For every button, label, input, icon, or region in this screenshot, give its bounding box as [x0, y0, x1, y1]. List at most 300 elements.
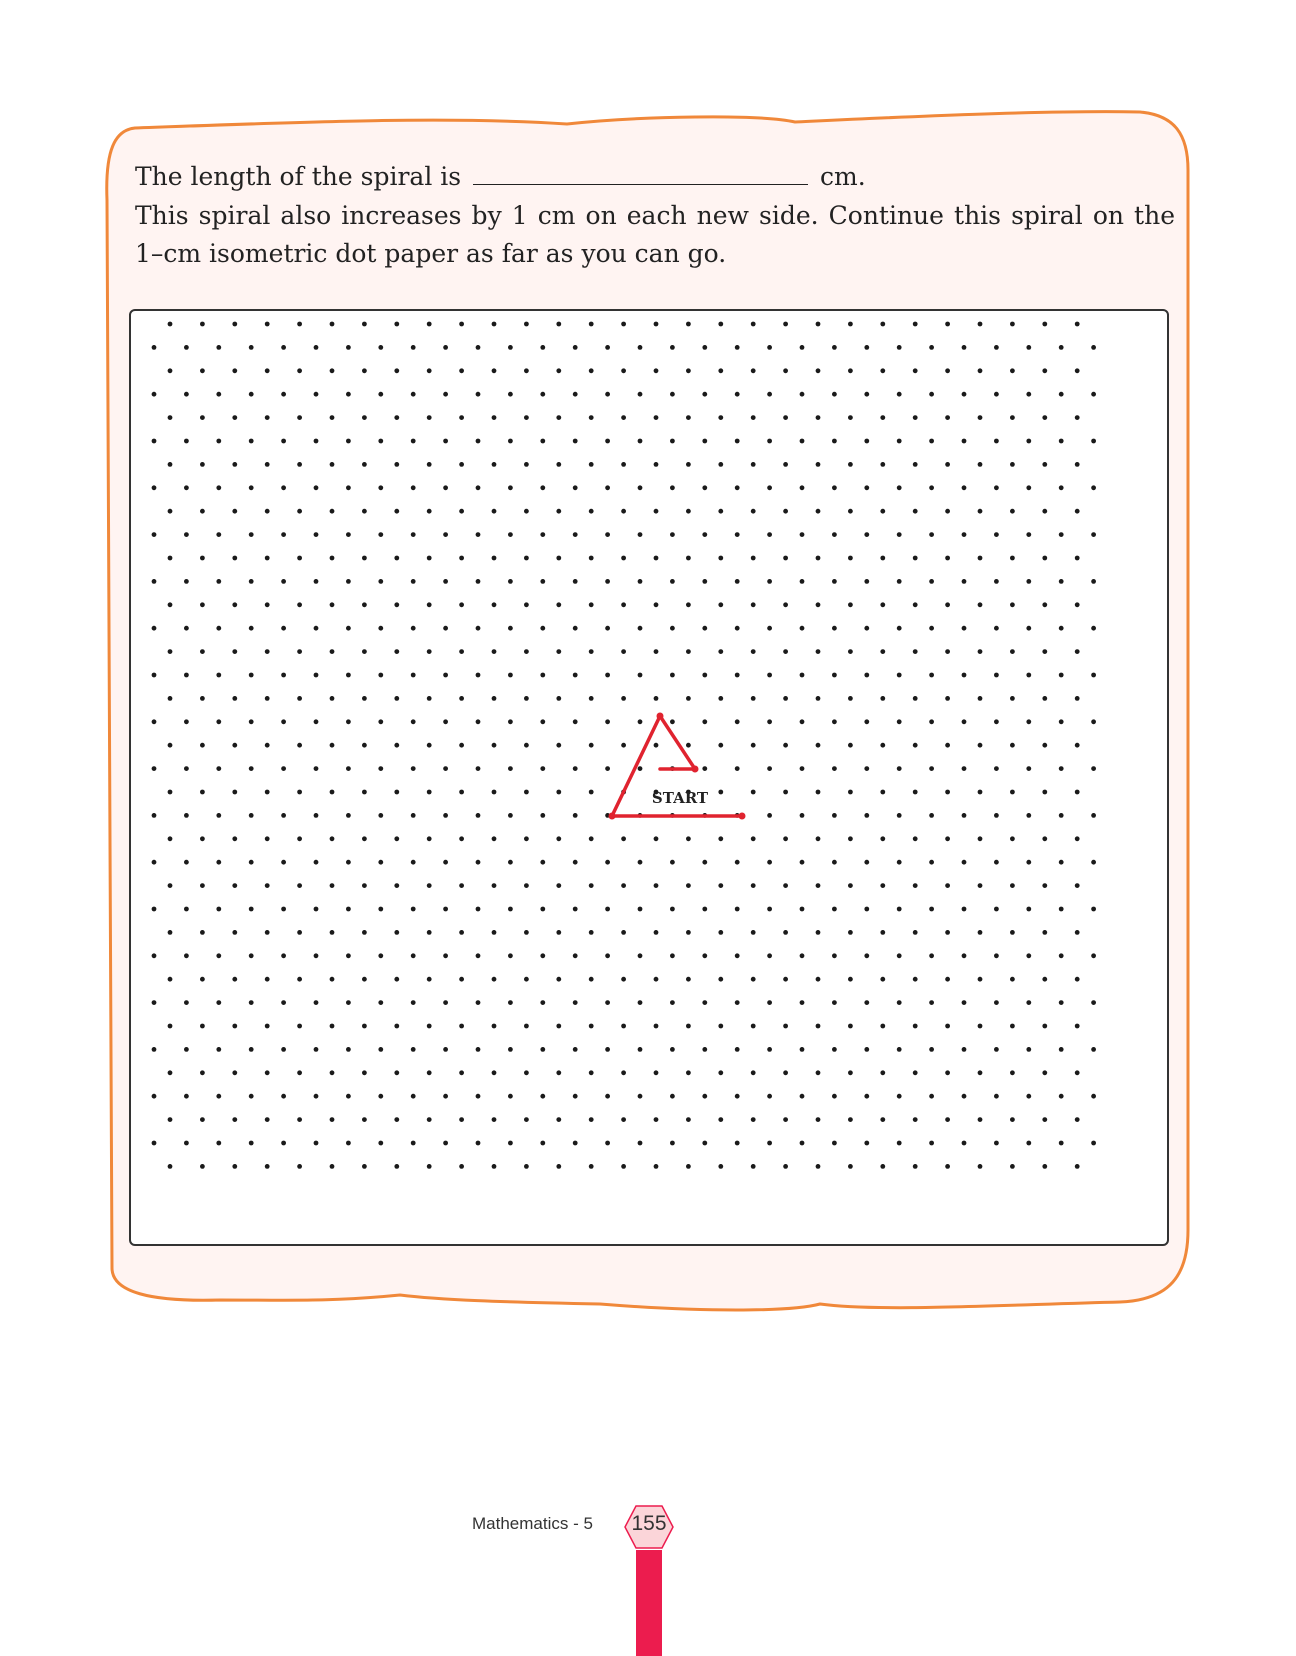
- grid-dot: [1026, 813, 1031, 818]
- grid-dot: [459, 696, 464, 701]
- grid-dot: [297, 368, 302, 373]
- grid-dot: [945, 696, 950, 701]
- grid-dot: [880, 1164, 885, 1169]
- grid-dot: [913, 1070, 918, 1075]
- grid-dot: [168, 556, 173, 561]
- grid-dot: [297, 930, 302, 935]
- grid-dot: [783, 1070, 788, 1075]
- grid-dot: [718, 602, 723, 607]
- grid-dot: [913, 836, 918, 841]
- grid-dot: [427, 322, 432, 327]
- grid-dot: [394, 322, 399, 327]
- grid-dot: [686, 462, 691, 467]
- grid-dot: [556, 696, 561, 701]
- grid-dot: [152, 907, 157, 912]
- grid-dot: [1026, 485, 1031, 490]
- grid-dot: [864, 673, 869, 678]
- grid-dot: [200, 649, 205, 654]
- grid-dot: [800, 345, 805, 350]
- grid-dot: [330, 602, 335, 607]
- grid-dot: [800, 392, 805, 397]
- grid-dot: [314, 345, 319, 350]
- grid-dot: [880, 602, 885, 607]
- grid-dot: [605, 1141, 610, 1146]
- grid-dot: [783, 415, 788, 420]
- grid-dot: [1010, 602, 1015, 607]
- grid-dot: [314, 813, 319, 818]
- grid-dot: [897, 1141, 902, 1146]
- footer-subject: Mathematics - 5: [472, 1514, 593, 1533]
- grid-dot: [994, 485, 999, 490]
- grid-dot: [945, 322, 950, 327]
- grid-dot: [508, 345, 513, 350]
- grid-dot: [751, 1117, 756, 1122]
- grid-dot: [1042, 836, 1047, 841]
- grid-dot: [459, 649, 464, 654]
- grid-dot: [994, 1047, 999, 1052]
- grid-dot: [621, 415, 626, 420]
- grid-dot: [816, 322, 821, 327]
- grid-dot: [880, 1070, 885, 1075]
- grid-dot: [816, 649, 821, 654]
- grid-dot: [800, 439, 805, 444]
- grid-dot: [540, 345, 545, 350]
- grid-dot: [1091, 766, 1096, 771]
- grid-dot: [686, 509, 691, 514]
- spiral-vertex: [657, 713, 664, 720]
- grid-dot: [168, 1024, 173, 1029]
- grid-dot: [1059, 953, 1064, 958]
- grid-dot: [411, 579, 416, 584]
- grid-dot: [670, 1000, 675, 1005]
- grid-dot: [492, 322, 497, 327]
- grid-dot: [297, 1024, 302, 1029]
- grid-dot: [556, 1117, 561, 1122]
- grid-dot: [686, 696, 691, 701]
- grid-dot: [702, 860, 707, 865]
- grid-dot: [816, 836, 821, 841]
- grid-dot: [654, 696, 659, 701]
- grid-dot: [718, 462, 723, 467]
- answer-blank[interactable]: [473, 158, 808, 185]
- grid-dot: [945, 368, 950, 373]
- grid-dot: [800, 1141, 805, 1146]
- grid-dot: [670, 953, 675, 958]
- grid-dot: [492, 790, 497, 795]
- grid-dot: [508, 813, 513, 818]
- grid-dot: [556, 883, 561, 888]
- grid-dot: [1026, 719, 1031, 724]
- grid-dot: [783, 556, 788, 561]
- grid-dot: [540, 485, 545, 490]
- grid-dot: [168, 322, 173, 327]
- grid-dot: [589, 836, 594, 841]
- grid-dot: [929, 1141, 934, 1146]
- grid-dot: [459, 462, 464, 467]
- grid-dot: [638, 1094, 643, 1099]
- grid-dot: [654, 509, 659, 514]
- grid-dot: [152, 1047, 157, 1052]
- grid-dot: [476, 392, 481, 397]
- grid-dot: [330, 1070, 335, 1075]
- grid-dot: [686, 1164, 691, 1169]
- grid-dot: [686, 649, 691, 654]
- grid-dot: [589, 790, 594, 795]
- grid-dot: [540, 392, 545, 397]
- grid-dot: [670, 673, 675, 678]
- grid-dot: [962, 719, 967, 724]
- grid-dot: [962, 813, 967, 818]
- grid-dot: [1075, 509, 1080, 514]
- grid-dot: [751, 836, 756, 841]
- grid-dot: [1026, 1000, 1031, 1005]
- grid-dot: [297, 1117, 302, 1122]
- grid-dot: [394, 930, 399, 935]
- grid-dot: [605, 439, 610, 444]
- grid-dot: [476, 1094, 481, 1099]
- grid-dot: [330, 1164, 335, 1169]
- grid-dot: [330, 368, 335, 373]
- grid-dot: [540, 907, 545, 912]
- grid-dot: [978, 977, 983, 982]
- grid-dot: [1026, 907, 1031, 912]
- grid-dot: [362, 1164, 367, 1169]
- grid-dot: [783, 836, 788, 841]
- grid-dot: [524, 322, 529, 327]
- grid-dot: [962, 907, 967, 912]
- grid-dot: [346, 719, 351, 724]
- grid-dot: [913, 977, 918, 982]
- grid-dot: [589, 509, 594, 514]
- grid-dot: [427, 1164, 432, 1169]
- grid-dot: [767, 813, 772, 818]
- grid-dot: [200, 322, 205, 327]
- grid-dot: [962, 485, 967, 490]
- grid-dot: [816, 509, 821, 514]
- grid-dot: [864, 1047, 869, 1052]
- grid-dot: [1026, 1094, 1031, 1099]
- grid-dot: [216, 813, 221, 818]
- grid-dot: [686, 368, 691, 373]
- grid-dot: [654, 462, 659, 467]
- grid-dot: [994, 907, 999, 912]
- grid-dot: [232, 696, 237, 701]
- grid-dot: [1010, 1117, 1015, 1122]
- grid-dot: [816, 368, 821, 373]
- grid-dot: [184, 953, 189, 958]
- grid-dot: [962, 860, 967, 865]
- grid-dot: [346, 1141, 351, 1146]
- grid-dot: [913, 509, 918, 514]
- grid-dot: [605, 532, 610, 537]
- grid-dot: [346, 1047, 351, 1052]
- grid-dot: [1075, 1117, 1080, 1122]
- grid-dot: [314, 1047, 319, 1052]
- grid-dot: [378, 1000, 383, 1005]
- grid-dot: [1026, 953, 1031, 958]
- grid-dot: [880, 743, 885, 748]
- grid-dot: [216, 1000, 221, 1005]
- grid-dot: [1059, 907, 1064, 912]
- grid-dot: [718, 509, 723, 514]
- isometric-dot-paper[interactable]: [130, 310, 1168, 1245]
- grid-dot: [265, 509, 270, 514]
- grid-dot: [427, 883, 432, 888]
- grid-dot: [638, 485, 643, 490]
- grid-dot: [929, 532, 934, 537]
- grid-dot: [978, 930, 983, 935]
- grid-dot: [735, 1141, 740, 1146]
- grid-dot: [524, 415, 529, 420]
- grid-dot: [1010, 556, 1015, 561]
- grid-dot: [832, 532, 837, 537]
- grid-dot: [913, 883, 918, 888]
- spiral-vertex: [692, 766, 699, 773]
- grid-dot: [411, 1047, 416, 1052]
- grid-dot: [767, 953, 772, 958]
- grid-dot: [314, 439, 319, 444]
- grid-dot: [297, 602, 302, 607]
- grid-dot: [897, 532, 902, 537]
- grid-dot: [751, 462, 756, 467]
- grid-dot: [621, 1164, 626, 1169]
- grid-dot: [880, 322, 885, 327]
- grid-dot: [897, 719, 902, 724]
- grid-dot: [735, 392, 740, 397]
- grid-dot: [492, 415, 497, 420]
- grid-dot: [848, 790, 853, 795]
- grid-dot: [346, 392, 351, 397]
- grid-dot: [459, 322, 464, 327]
- grid-dot: [880, 790, 885, 795]
- grid-dot: [897, 673, 902, 678]
- grid-dot: [945, 602, 950, 607]
- grid-dot: [556, 930, 561, 935]
- grid-dot: [476, 626, 481, 631]
- grid-dot: [573, 719, 578, 724]
- grid-dot: [962, 1047, 967, 1052]
- grid-dot: [702, 1047, 707, 1052]
- grid-dot: [524, 1024, 529, 1029]
- grid-dot: [330, 883, 335, 888]
- grid-dot: [670, 1094, 675, 1099]
- grid-dot: [427, 462, 432, 467]
- grid-dot: [427, 977, 432, 982]
- grid-dot: [524, 977, 529, 982]
- grid-dot: [508, 1047, 513, 1052]
- grid-dot: [864, 953, 869, 958]
- grid-dot: [751, 509, 756, 514]
- grid-dot: [443, 1094, 448, 1099]
- grid-dot: [621, 368, 626, 373]
- grid-dot: [1075, 322, 1080, 327]
- grid-dot: [362, 509, 367, 514]
- grid-dot: [605, 579, 610, 584]
- grid-dot: [638, 953, 643, 958]
- grid-dot: [362, 696, 367, 701]
- grid-dot: [232, 462, 237, 467]
- grid-dot: [184, 626, 189, 631]
- grid-dot: [394, 649, 399, 654]
- grid-dot: [508, 626, 513, 631]
- grid-dot: [459, 1164, 464, 1169]
- grid-dot: [443, 626, 448, 631]
- grid-dot: [832, 766, 837, 771]
- grid-dot: [411, 485, 416, 490]
- grid-dot: [1091, 1047, 1096, 1052]
- grid-dot: [702, 439, 707, 444]
- grid-dot: [718, 930, 723, 935]
- grid-dot: [200, 790, 205, 795]
- grid-dot: [394, 1070, 399, 1075]
- grid-dot: [281, 719, 286, 724]
- grid-dot: [411, 532, 416, 537]
- grid-dot: [184, 392, 189, 397]
- grid-dot: [654, 743, 659, 748]
- grid-dot: [249, 907, 254, 912]
- grid-dot: [200, 743, 205, 748]
- grid-dot: [1010, 696, 1015, 701]
- grid-dot: [265, 649, 270, 654]
- grid-dot: [232, 368, 237, 373]
- grid-dot: [832, 907, 837, 912]
- grid-dot: [638, 860, 643, 865]
- grid-dot: [1010, 415, 1015, 420]
- grid-dot: [1026, 439, 1031, 444]
- grid-dot: [330, 1024, 335, 1029]
- grid-dot: [735, 1000, 740, 1005]
- question-suffix: cm.: [820, 162, 866, 191]
- grid-dot: [945, 1117, 950, 1122]
- grid-dot: [200, 836, 205, 841]
- grid-dot: [346, 345, 351, 350]
- grid-dot: [816, 556, 821, 561]
- grid-dot: [638, 439, 643, 444]
- question-prefix: The length of the spiral is: [135, 162, 462, 191]
- grid-dot: [929, 1094, 934, 1099]
- grid-dot: [200, 415, 205, 420]
- grid-dot: [686, 602, 691, 607]
- grid-dot: [800, 860, 805, 865]
- grid-dot: [913, 1024, 918, 1029]
- grid-dot: [492, 1117, 497, 1122]
- grid-dot: [346, 673, 351, 678]
- grid-dot: [378, 626, 383, 631]
- grid-dot: [735, 907, 740, 912]
- grid-dot: [864, 813, 869, 818]
- grid-dot: [378, 673, 383, 678]
- grid-dot: [378, 345, 383, 350]
- grid-dot: [638, 345, 643, 350]
- grid-dot: [249, 485, 254, 490]
- grid-dot: [524, 1070, 529, 1075]
- grid-dot: [945, 462, 950, 467]
- grid-dot: [800, 953, 805, 958]
- grid-dot: [1026, 766, 1031, 771]
- grid-dot: [751, 649, 756, 654]
- grid-dot: [281, 860, 286, 865]
- grid-dot: [767, 860, 772, 865]
- grid-dot: [897, 766, 902, 771]
- grid-dot: [314, 1141, 319, 1146]
- grid-dot: [524, 368, 529, 373]
- grid-dot: [411, 953, 416, 958]
- grid-dot: [443, 532, 448, 537]
- grid-dot: [265, 602, 270, 607]
- grid-dot: [216, 392, 221, 397]
- grid-dot: [427, 1024, 432, 1029]
- grid-dot: [832, 1094, 837, 1099]
- grid-dot: [1059, 579, 1064, 584]
- grid-dot: [232, 322, 237, 327]
- grid-dot: [200, 883, 205, 888]
- grid-dot: [589, 883, 594, 888]
- grid-dot: [800, 1094, 805, 1099]
- grid-dot: [281, 532, 286, 537]
- grid-dot: [362, 790, 367, 795]
- grid-dot: [767, 345, 772, 350]
- grid-dot: [427, 743, 432, 748]
- grid-dot: [783, 1117, 788, 1122]
- grid-dot: [540, 673, 545, 678]
- grid-dot: [362, 883, 367, 888]
- grid-dot: [152, 766, 157, 771]
- grid-dot: [540, 1094, 545, 1099]
- grid-dot: [848, 415, 853, 420]
- grid-dot: [443, 485, 448, 490]
- grid-dot: [540, 439, 545, 444]
- grid-dot: [314, 766, 319, 771]
- grid-dot: [556, 649, 561, 654]
- grid-dot: [330, 509, 335, 514]
- grid-dot: [427, 368, 432, 373]
- grid-dot: [767, 673, 772, 678]
- grid-dot: [476, 532, 481, 537]
- grid-dot: [168, 1164, 173, 1169]
- grid-dot: [880, 930, 885, 935]
- grid-dot: [670, 579, 675, 584]
- grid-dot: [540, 953, 545, 958]
- grid-dot: [168, 977, 173, 982]
- grid-dot: [735, 860, 740, 865]
- grid-dot: [556, 1164, 561, 1169]
- grid-dot: [492, 649, 497, 654]
- grid-dot: [767, 766, 772, 771]
- grid-dot: [573, 813, 578, 818]
- grid-dot: [1059, 532, 1064, 537]
- grid-dot: [249, 392, 254, 397]
- grid-dot: [783, 696, 788, 701]
- grid-dot: [605, 673, 610, 678]
- grid-dot: [929, 1000, 934, 1005]
- grid-dot: [670, 719, 675, 724]
- grid-dot: [265, 1117, 270, 1122]
- grid-dot: [459, 977, 464, 982]
- grid-dot: [1042, 883, 1047, 888]
- grid-dot: [978, 322, 983, 327]
- grid-dot: [800, 1000, 805, 1005]
- grid-dot: [1075, 743, 1080, 748]
- grid-dot: [589, 556, 594, 561]
- grid-dot: [800, 626, 805, 631]
- grid-dot: [816, 977, 821, 982]
- grid-dot: [702, 907, 707, 912]
- grid-dot: [783, 883, 788, 888]
- grid-dot: [767, 392, 772, 397]
- grid-dot: [476, 439, 481, 444]
- grid-dot: [832, 1141, 837, 1146]
- grid-dot: [573, 953, 578, 958]
